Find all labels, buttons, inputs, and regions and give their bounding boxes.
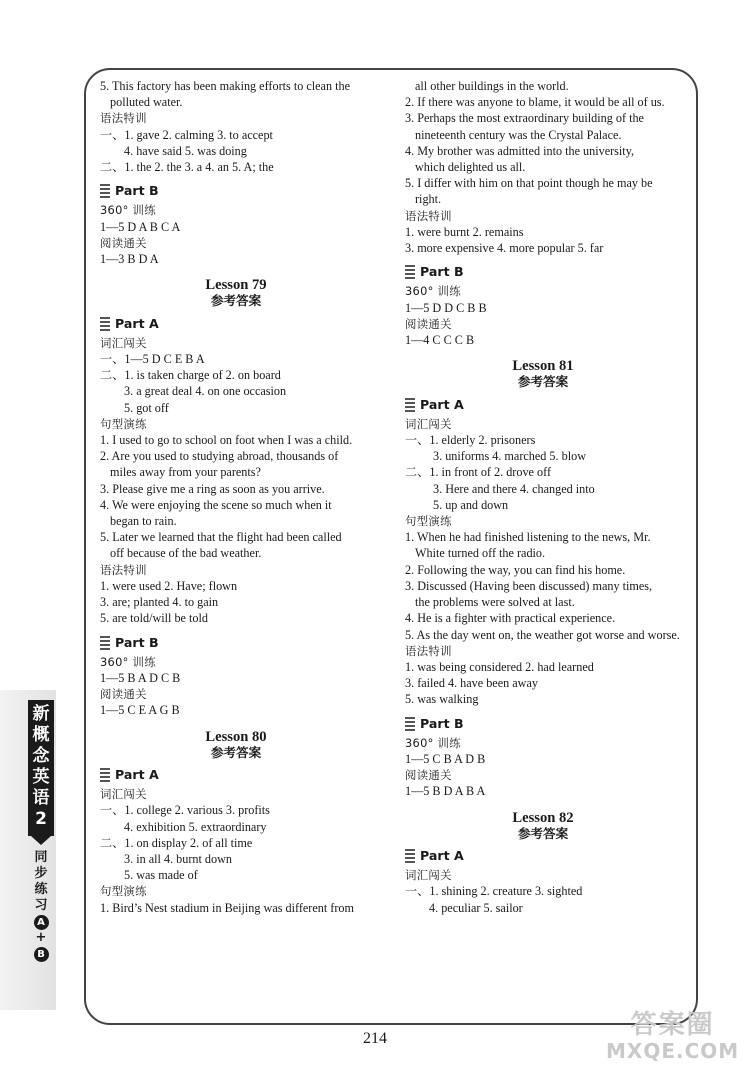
answer-line: all other buildings in the world.: [415, 79, 569, 93]
section-label: 阅读通关: [100, 687, 147, 702]
part-label: Part B: [420, 264, 464, 280]
section-label: 360° 训练: [405, 284, 461, 299]
section-label: 句型演练: [100, 884, 147, 899]
answer-line: 5. I differ with him on that point though he may be: [405, 176, 653, 191]
right-column: [405, 78, 681, 916]
answer-line: 3. failed 4. have been away: [405, 676, 538, 691]
answer-line: which delighted us all.: [415, 160, 526, 175]
part-marker-icon: [405, 398, 415, 412]
answer-line: 3. are; planted 4. to gain: [100, 595, 219, 610]
answer-line: 一、1. gave 2. calming 3. to accept: [100, 127, 273, 142]
part-marker-icon: [405, 717, 415, 731]
section-label: 360° 训练: [100, 654, 156, 669]
subtitle-char: 同: [34, 850, 48, 865]
lesson-title: Lesson 82: [512, 809, 574, 826]
answer-line: 1—5 D A B C A: [100, 219, 181, 234]
answer-line: 二、1. is taken charge of 2. on board: [100, 368, 281, 383]
section-label: 词汇闯关: [100, 787, 147, 802]
answer-line: 4. My brother was admitted into the university,: [405, 143, 635, 158]
answer-line: 5. are told/will be told: [100, 611, 208, 626]
section-label: 语法特训: [100, 111, 147, 126]
answer-line: 3. uniforms 4. marched 5. blow: [433, 449, 586, 464]
badge-b-icon: B: [34, 947, 49, 962]
subtitle-char: 练: [34, 882, 48, 897]
section-label: 阅读通关: [405, 316, 452, 331]
answer-line: 4. We were enjoying the scene so much when it: [100, 497, 332, 512]
part-label: Part B: [420, 715, 464, 731]
part-marker-icon: [100, 768, 110, 782]
section-label: 阅读通关: [100, 235, 147, 250]
answer-key-heading: 参考答案: [210, 744, 262, 760]
title-char: 2: [35, 809, 47, 829]
answer-line: 3. Perhaps the most extraordinary building of the: [405, 111, 644, 126]
answer-line: 一、1. shining 2. creature 3. sighted: [405, 884, 583, 899]
answer-line: 一、1—5 D C E B A: [100, 352, 205, 367]
part-marker-icon: [405, 849, 415, 863]
section-label: 词汇闯关: [405, 416, 452, 431]
title-char: 念: [32, 746, 50, 766]
section-label: 句型演练: [100, 416, 147, 431]
spacer: [100, 627, 372, 631]
answer-line: the problems were solved at last.: [415, 595, 575, 610]
part-heading: [100, 635, 372, 651]
answer-line: 1—5 B D A B A: [405, 784, 486, 799]
subtitle-char: 习: [34, 898, 48, 913]
answer-line: 2. Are you used to studying abroad, thousands of: [100, 449, 339, 464]
answer-line: off because of the bad weather.: [110, 546, 262, 561]
answer-line: 4. peculiar 5. sailor: [429, 900, 523, 915]
answer-line: 一、1. elderly 2. prisoners: [405, 433, 536, 448]
subtitle-char: 步: [34, 866, 48, 881]
answer-line: nineteenth century was the Crystal Palace.: [415, 127, 622, 142]
tab-arrow-icon: [31, 836, 51, 845]
part-label: Part A: [115, 766, 159, 782]
watermark-line2: MXQE.COM: [606, 1039, 740, 1063]
spacer: [405, 256, 681, 260]
part-label: Part A: [420, 847, 464, 863]
part-heading: [405, 716, 681, 732]
answer-line: 3. in all 4. burnt down: [124, 851, 232, 866]
part-heading: [100, 767, 372, 783]
lesson-title: Lesson 80: [205, 728, 267, 745]
answer-line: 3. Here and there 4. changed into: [433, 481, 595, 496]
section-label: 语法特训: [405, 208, 452, 223]
answer-line: 1—5 C E A G B: [100, 703, 180, 718]
lesson-title: Lesson 81: [512, 358, 574, 375]
answer-line: 1—3 B D A: [100, 252, 159, 267]
answer-line: 1—4 C C C B: [405, 333, 475, 348]
answer-line: miles away from your parents?: [110, 465, 261, 480]
answer-line: 5. was walking: [405, 692, 479, 707]
section-label: 360° 训练: [100, 203, 156, 218]
answer-line: 二、1. on display 2. of all time: [100, 835, 253, 850]
part-heading: [405, 397, 681, 413]
answer-line: 1—5 D D C B B: [405, 300, 487, 315]
answer-line: 1. I used to go to school on foot when I was a child.: [100, 433, 353, 448]
page-number: 214: [363, 1030, 387, 1047]
title-char: 新: [32, 704, 50, 724]
section-label: 词汇闯关: [405, 868, 452, 883]
answer-key-heading: 参考答案: [517, 825, 569, 841]
answer-line: 1. When he had finished listening to the news, Mr.: [405, 530, 651, 545]
answer-line: 1. were burnt 2. remains: [405, 224, 524, 239]
answer-line: 4. have said 5. was doing: [124, 143, 247, 158]
part-marker-icon: [100, 317, 110, 331]
part-label: Part B: [115, 183, 159, 199]
part-heading: [100, 183, 372, 199]
spacer: [405, 708, 681, 712]
answer-line: 4. He is a fighter with practical experience.: [405, 611, 616, 626]
answer-line: 1. was being considered 2. had learned: [405, 659, 594, 674]
answer-line: 1—5 C B A D B: [405, 751, 486, 766]
section-label: 360° 训练: [405, 735, 461, 750]
book-subtitle: [30, 850, 52, 962]
answer-line: 5. was made of: [124, 868, 198, 883]
answer-line: polluted water.: [110, 95, 183, 110]
answer-line: 3. Discussed (Having been discussed) many times,: [405, 578, 653, 593]
watermark-line1: 答案圈: [630, 1010, 715, 1040]
answer-line: 二、1. in front of 2. drove off: [405, 465, 551, 480]
answer-line: 2. If there was anyone to blame, it would be all of us.: [405, 95, 665, 110]
section-label: 句型演练: [405, 514, 452, 529]
left-column: [100, 78, 372, 916]
answer-line: began to rain.: [110, 514, 177, 529]
answer-line: 5. got off: [124, 400, 169, 415]
answer-line: 一、1. college 2. various 3. profits: [100, 803, 270, 818]
answer-line: 5. Later we learned that the flight had been called: [100, 530, 342, 545]
badge-a-icon: A: [34, 915, 49, 930]
answer-line: White turned off the radio.: [415, 546, 546, 561]
part-label: Part A: [420, 396, 464, 412]
answer-line: 5. up and down: [433, 497, 509, 512]
answer-line: 5. This factory has been making efforts to clean the: [100, 79, 350, 93]
part-label: Part A: [115, 315, 159, 331]
title-char: 英: [32, 767, 50, 787]
answer-line: 1. were used 2. Have; flown: [100, 578, 238, 593]
answer-line: right.: [415, 192, 442, 207]
answer-line: 3. a great deal 4. on one occasion: [124, 384, 287, 399]
part-heading: [405, 848, 681, 864]
answer-line: 5. As the day went on, the weather got worse and worse.: [405, 627, 680, 642]
book-title-tab: [28, 700, 54, 836]
site-watermark: [606, 1012, 739, 1064]
answer-line: 1—5 B A D C B: [100, 670, 181, 685]
answer-line: 1. Bird’s Nest stadium in Beijing was different from: [100, 900, 354, 915]
part-marker-icon: [100, 636, 110, 650]
section-label: 语法特训: [405, 643, 452, 658]
title-char: 概: [32, 725, 50, 745]
title-char: 语: [32, 788, 50, 808]
answer-line: 3. more expensive 4. more popular 5. far: [405, 241, 604, 256]
plus-sign: +: [35, 930, 47, 945]
section-label: 语法特训: [100, 562, 147, 577]
part-heading: [100, 316, 372, 332]
part-label: Part B: [115, 634, 159, 650]
answer-key-heading: 参考答案: [517, 374, 569, 390]
section-label: 阅读通关: [405, 768, 452, 783]
answer-line: 二、1. the 2. the 3. a 4. an 5. A; the: [100, 160, 274, 175]
section-label: 词汇闯关: [100, 335, 147, 350]
lesson-title: Lesson 79: [205, 277, 267, 294]
answer-line: 4. exhibition 5. extraordinary: [124, 819, 267, 834]
part-marker-icon: [405, 265, 415, 279]
part-marker-icon: [100, 184, 110, 198]
part-heading: [405, 264, 681, 280]
answer-line: 2. Following the way, you can find his home.: [405, 562, 626, 577]
answer-key-heading: 参考答案: [210, 293, 262, 309]
answer-line: 3. Please give me a ring as soon as you arrive.: [100, 481, 325, 496]
spacer: [100, 175, 372, 179]
